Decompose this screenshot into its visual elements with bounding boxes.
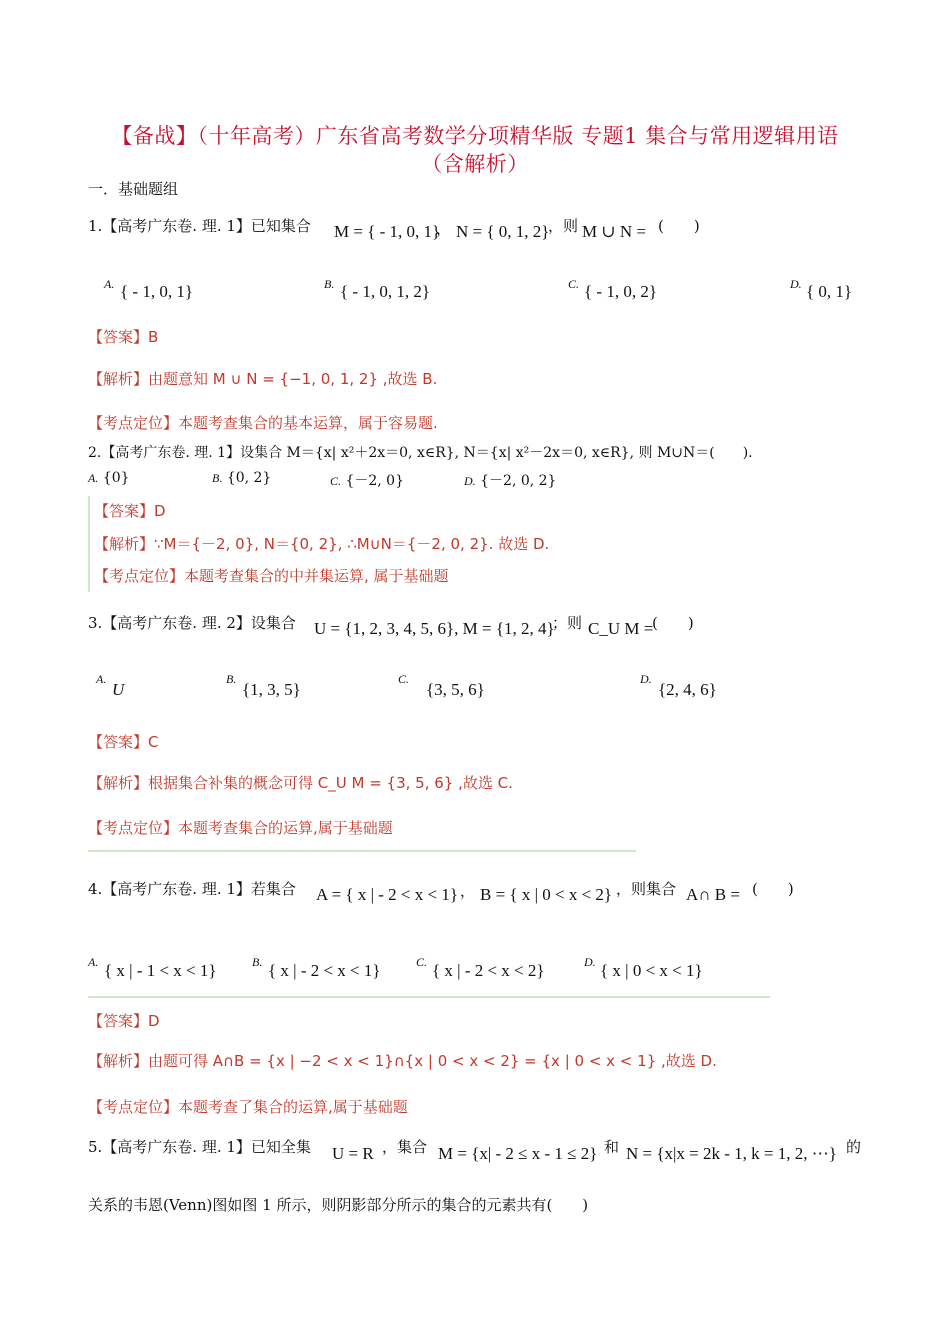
- q2-answer-bar: [88, 496, 90, 592]
- q1-opt-b-letter: B.: [324, 277, 335, 291]
- q3-analysis: 【解析】根据集合补集的概念可得 C_U M = {3, 5, 6} ,故选 C.: [88, 774, 513, 792]
- q2-opt-b-text: {0, 2}: [226, 470, 272, 486]
- q3-then: ；则: [552, 614, 583, 632]
- q3-divider: [88, 850, 636, 852]
- q2-opt-d: [464, 470, 556, 490]
- q3-opt-b-letter: B.: [226, 672, 237, 686]
- q1-opt-a: { - 1, 0, 1}: [120, 282, 193, 301]
- q5-line2: 关系的韦恩(Venn)图如图 1 所示，则阴影部分所示的集合的元素共有( ): [88, 1196, 589, 1214]
- q1-analysis: 【解析】由题意知 M ∪ N = {−1, 0, 1, 2} ,故选 B.: [88, 370, 438, 388]
- q5-de: 的: [846, 1138, 862, 1156]
- q4-opt-a-letter: A.: [88, 955, 99, 969]
- q3-point: 【考点定位】本题考查集合的运算,属于基础题: [88, 819, 393, 837]
- q3-opt-a-letter: A.: [96, 672, 107, 686]
- q4-stem: 4.【高考广东卷. 理. 1】若集合: [88, 880, 296, 898]
- q4-opt-d: { x | 0 < x < 1}: [600, 961, 703, 980]
- q5-mid: ，集合: [382, 1138, 428, 1156]
- q1-comma: ，: [436, 220, 452, 238]
- q2-opt-b-letter: B.: [212, 471, 223, 485]
- q4-set-b: B = { x | 0 < x < 2}: [480, 885, 613, 904]
- q4-intersection: A∩ B =: [686, 885, 740, 904]
- q1-point: 【考点定位】本题考查集合的基本运算，属于容易题.: [88, 414, 438, 432]
- q1-opt-b: { - 1, 0, 1, 2}: [340, 282, 430, 301]
- q5-set-m: M = {x| - 2 ≤ x - 1 ≤ 2}: [438, 1144, 598, 1163]
- q1-union: M ∪ N =: [582, 222, 646, 241]
- q1-opt-a-letter: A.: [104, 277, 115, 291]
- q3-complement: C_U M =: [588, 619, 654, 638]
- q3-opt-d-letter: D.: [640, 672, 652, 686]
- q3-sets: U = {1, 2, 3, 4, 5, 6}, M = {1, 2, 4}: [314, 619, 555, 638]
- q5-and: 和: [604, 1138, 620, 1156]
- q2-opt-b: [212, 470, 271, 486]
- q4-point: 【考点定位】本题考查了集合的运算,属于基础题: [88, 1098, 408, 1116]
- q2-stem: 2.【高考广东卷. 理. 1】设集合 M＝{x| x²＋2x＝0, x∈R}, N＝{x| x²－2x＝0, x∈R}, 则 M∪N＝( ).: [88, 445, 753, 461]
- q4-opt-d-letter: D.: [584, 955, 596, 969]
- q1-opt-d: { 0, 1}: [806, 282, 853, 301]
- q5-stem: 5.【高考广东卷. 理. 1】已知全集: [88, 1138, 311, 1156]
- q3-opt-c-letter: C.: [398, 672, 410, 686]
- q5-universal: U = R: [332, 1144, 374, 1163]
- q4-opt-c-letter: C.: [416, 955, 428, 969]
- q2-opt-d-letter: D.: [464, 474, 476, 488]
- q4-opt-a: { x | - 1 < x < 1}: [104, 961, 217, 980]
- q4-comma: ，: [460, 882, 476, 900]
- q2-opt-a: [88, 470, 130, 486]
- q2-opt-a-text: {0}: [102, 470, 130, 486]
- q3-answer: 【答案】C: [88, 733, 159, 751]
- q4-analysis: 【解析】由题可得 A∩B = {x | −2 < x < 1}∩{x | 0 < x < 2} = {x | 0 < x < 1} ,故选 D.: [88, 1052, 717, 1070]
- q1-opt-d-letter: D.: [790, 277, 802, 291]
- q3-stem: 3.【高考广东卷. 理. 2】设集合: [88, 614, 296, 632]
- q4-answer: 【答案】D: [88, 1012, 160, 1030]
- q1-then: ，则: [548, 217, 579, 235]
- q3-opt-d: {2, 4, 6}: [658, 680, 717, 699]
- q3-opt-a: U: [112, 680, 125, 699]
- q1-opt-c: { - 1, 0, 2}: [584, 282, 657, 301]
- q1-opt-c-letter: C.: [568, 277, 580, 291]
- q1-paren: ( ): [658, 217, 700, 235]
- q4-opt-b-letter: B.: [252, 955, 263, 969]
- q2-opt-a-letter: A.: [88, 471, 99, 485]
- q1-answer: 【答案】B: [88, 328, 159, 346]
- q2-opt-c: [330, 470, 404, 490]
- q2-answer: 【答案】D: [94, 502, 166, 520]
- q2-analysis: 【解析】∵M＝{－2, 0}, N＝{0, 2}, ∴M∪N＝{－2, 0, 2}. 故选 D.: [94, 535, 550, 553]
- q5-set-n: N = {x|x = 2k - 1, k = 1, 2, ⋯}: [626, 1144, 837, 1163]
- q4-paren: ( ): [752, 880, 794, 898]
- q4-set-a: A = { x | - 2 < x < 1}: [316, 885, 458, 904]
- q3-paren: ( ): [652, 614, 694, 632]
- q2-opt-d-text: {－2, 0, 2}: [480, 473, 557, 489]
- q4-opt-b: { x | - 2 < x < 1}: [268, 961, 381, 980]
- q3-opt-b: {1, 3, 5}: [242, 680, 301, 699]
- q4-opt-c: { x | - 2 < x < 2}: [432, 961, 545, 980]
- q1-set-m: M = { - 1, 0, 1}: [334, 222, 441, 241]
- q4-divider: [88, 996, 770, 998]
- q1-set-n: N = { 0, 1, 2}: [456, 222, 550, 241]
- q2-opt-c-text: {－2, 0}: [345, 473, 404, 489]
- q1-stem: 1.【高考广东卷. 理. 1】已知集合: [88, 217, 311, 235]
- document-title-line1: 【备战】（十年高考）广东省高考数学分项精华版 专题1 集合与常用逻辑用语: [111, 124, 839, 148]
- q2-point: 【考点定位】本题考查集合的中并集运算, 属于基础题: [94, 567, 449, 585]
- section-heading: 一．基础题组: [88, 180, 179, 198]
- document-title-line2: （含解析）: [421, 152, 529, 176]
- q2-opt-c-letter: C.: [330, 474, 342, 488]
- q4-then: ，则集合: [616, 880, 677, 898]
- q3-opt-c: {3, 5, 6}: [426, 680, 485, 699]
